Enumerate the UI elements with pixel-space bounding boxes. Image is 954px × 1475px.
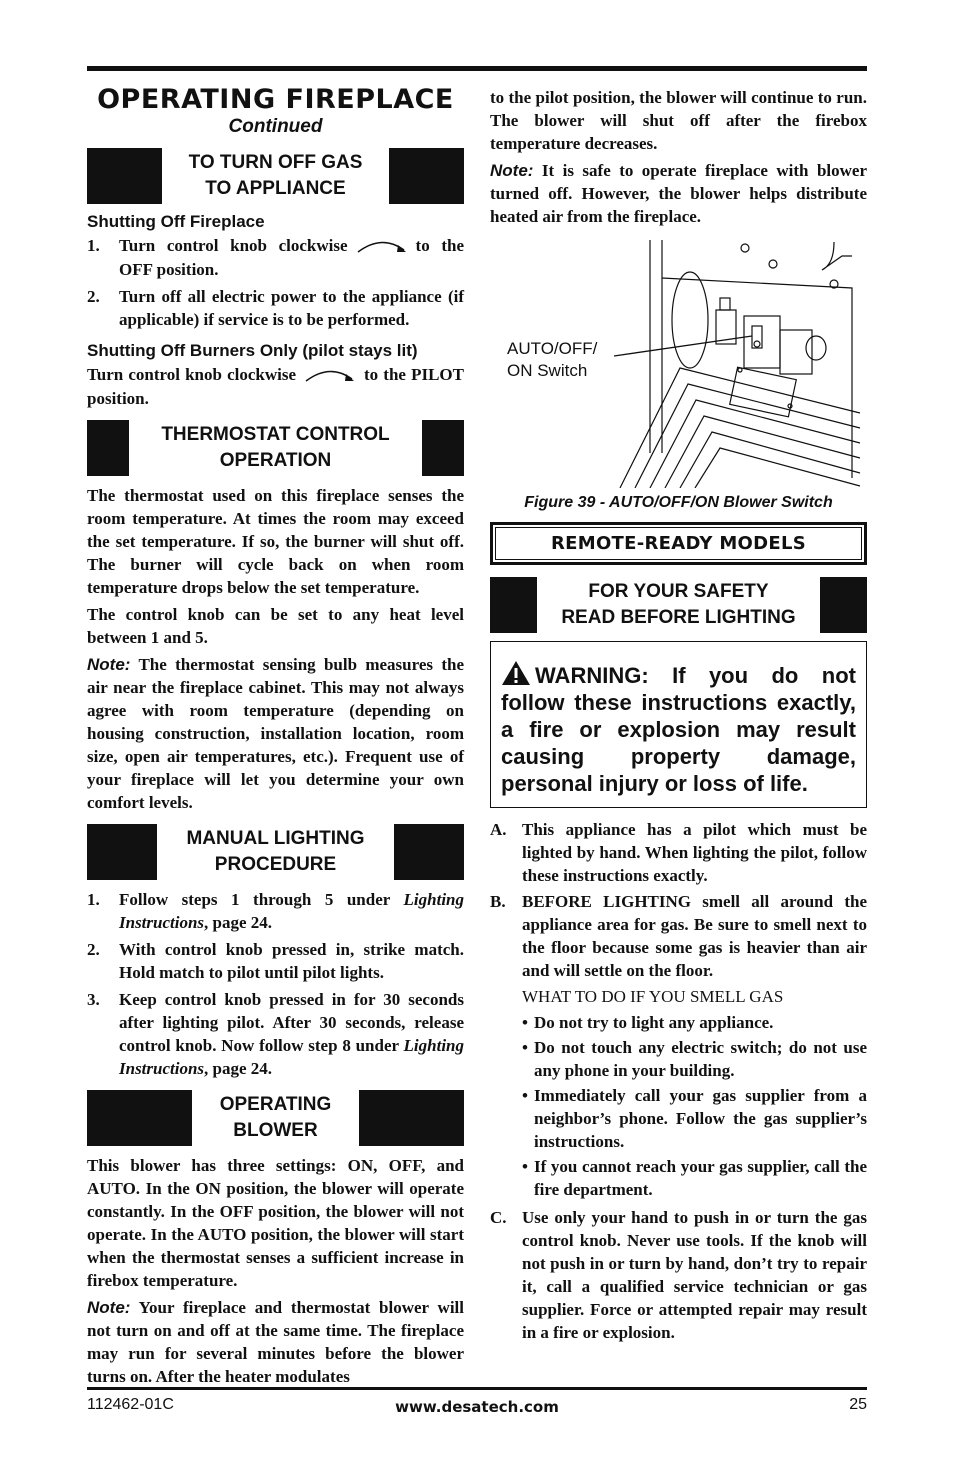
page-title: OPERATING FIREPLACE [97,84,454,115]
warning-box [490,641,867,808]
blower-paragraph: This blower has three settings: ON, OFF, and AUTO. In the ON position, the blower will operate constantly. In the OFF position, the blower will not operate. In the AUTO position, the blower will start when the thermostat senses a sufficient increase in firebox temperature. [87,1156,464,1291]
part-number: 112462-01C [87,1396,174,1413]
smell-gas-heading: WHAT TO DO IF YOU SMELL GAS [522,987,784,1006]
list-item: 1. Follow steps 1 through 5 under Lighting Instructions, page 24. [87,890,464,933]
list-item: A. This appliance has a pilot which must be lighted by hand. When lighting the pilot, follow these instructions exactly. [490,820,867,885]
shutoff-steps [87,234,464,331]
thermostat-paragraph-1: The thermostat used on this fireplace senses the room temperature. At times the room may exceed the set temperature. If so, the burner will shut off. The burner will cycle back on when room temperature drops below the set temperature. [87,486,464,598]
shutoff-burners-text: Turn control knob clockwise to the PILOT position. [87,365,464,409]
list-item: 2. With control knob pressed in, strike match. Hold match to pilot until pilot lights. [87,940,464,983]
list-item: • Immediately call your gas supplier from a neighbor’s phone. Follow the gas supplier’s instructions. [522,1086,867,1151]
section-header-safety: FOR YOUR SAFETY READ BEFORE LIGHTING [490,577,867,633]
section-header-turn-off-gas: TO TURN OFF GAS TO APPLIANCE [87,148,464,204]
list-item: B. BEFORE LIGHTING smell all around the appliance area for gas. Be sure to smell next to the floor because some gas is heavier than air and will settle on the floor. WHAT TO DO IF YOU SMELL GAS • Do not try to light any appliance. • Do not touch any electric switch; do not use any phone in your building. • Immediately call your gas supplier from a neighbor’s phone. Follow the gas supplier’s instructions. • If you cannot reach your gas supplier, call the fire department. [490,892,867,1199]
figure-blower-switch [490,238,867,488]
figure-callout-label: AUTO/OFF/ ON Switch [507,339,598,380]
blower-note: Note: Your fireplace and thermostat blower will not turn on and off at the same time. The fireplace may run for several minutes before the blower turns on. After the heater modulates [87,1298,465,1387]
left-column [87,80,464,1392]
subhead-shutting-off-fireplace: Shutting Off Fireplace [87,212,265,231]
section-header-manual-lighting: MANUAL LIGHTING PROCEDURE [87,824,464,880]
blower-continued-text: to the pilot position, the blower will continue to run. The blower will shut off after the firebox temperature decreases. [490,88,867,153]
figure-caption: Figure 39 - AUTO/OFF/ON Blower Switch [524,494,833,511]
list-item: • Do not touch any electric switch; do not use any phone in your building. [522,1038,867,1080]
website-url: www.desatech.com [395,1398,559,1416]
smell-gas-bullets [522,1011,867,1201]
clockwise-arrow-icon [354,236,410,258]
right-column [490,86,867,1347]
thermostat-paragraph-2: The control knob can be set to any heat level between 1 and 5. [87,605,464,648]
warning-triangle-icon [501,660,531,686]
clockwise-arrow-icon [302,365,358,387]
list-item: • Do not try to light any appliance. [522,1013,774,1032]
top-rule [87,66,867,71]
bottom-rule [87,1387,867,1390]
list-item: • If you cannot reach your gas supplier, call the fire department. [522,1157,867,1199]
page-number: 25 [849,1396,867,1413]
list-item: C. Use only your hand to push in or turn the gas control knob. Never use tools. If the knob will not push in or turn by hand, don’t try to repair it, call a qualified service technician or gas supplier. Force or attempted repair may result in a fire or explosion. [490,1208,867,1342]
warning-text: WARNING: If you do not follow these instructions exactly, a fire or explosion may result causing property damage, personal injury or loss of life. [501,663,856,796]
subhead-shutting-off-burners: Shutting Off Burners Only (pilot stays lit) [87,341,418,361]
remote-ready-banner: REMOTE-READY MODELS [490,522,867,565]
list-item: 2. Turn off all electric power to the appliance (if applicable) if service is to be performed. [87,287,464,330]
list-item: 1. Turn control knob clockwise to the OFF position. [87,236,464,280]
continued-label: Continued [228,116,323,137]
safety-instructions [490,818,867,1344]
blower-safety-note: Note: It is safe to operate fireplace with blower turned off. However, the blower helps distribute heated air from the fireplace. [490,161,867,226]
manual-lighting-steps [87,888,464,1080]
list-item: 3. Keep control knob pressed in for 30 seconds after lighting pilot. After 30 seconds, release control knob. Now follow step 8 under Lighting Instructions, page 24. [87,990,464,1079]
thermostat-note: Note: The thermostat sensing bulb measures the air near the fireplace cabinet. This may not always agree with room temperature (depending on housing construction, installation location, room size, open air temperatures, etc.). Frequent use of your fireplace will let you determine your own comfort levels. [87,655,464,813]
section-header-thermostat: THERMOSTAT CONTROL OPERATION [87,420,464,476]
section-header-operating-blower: OPERATING BLOWER [87,1090,464,1146]
